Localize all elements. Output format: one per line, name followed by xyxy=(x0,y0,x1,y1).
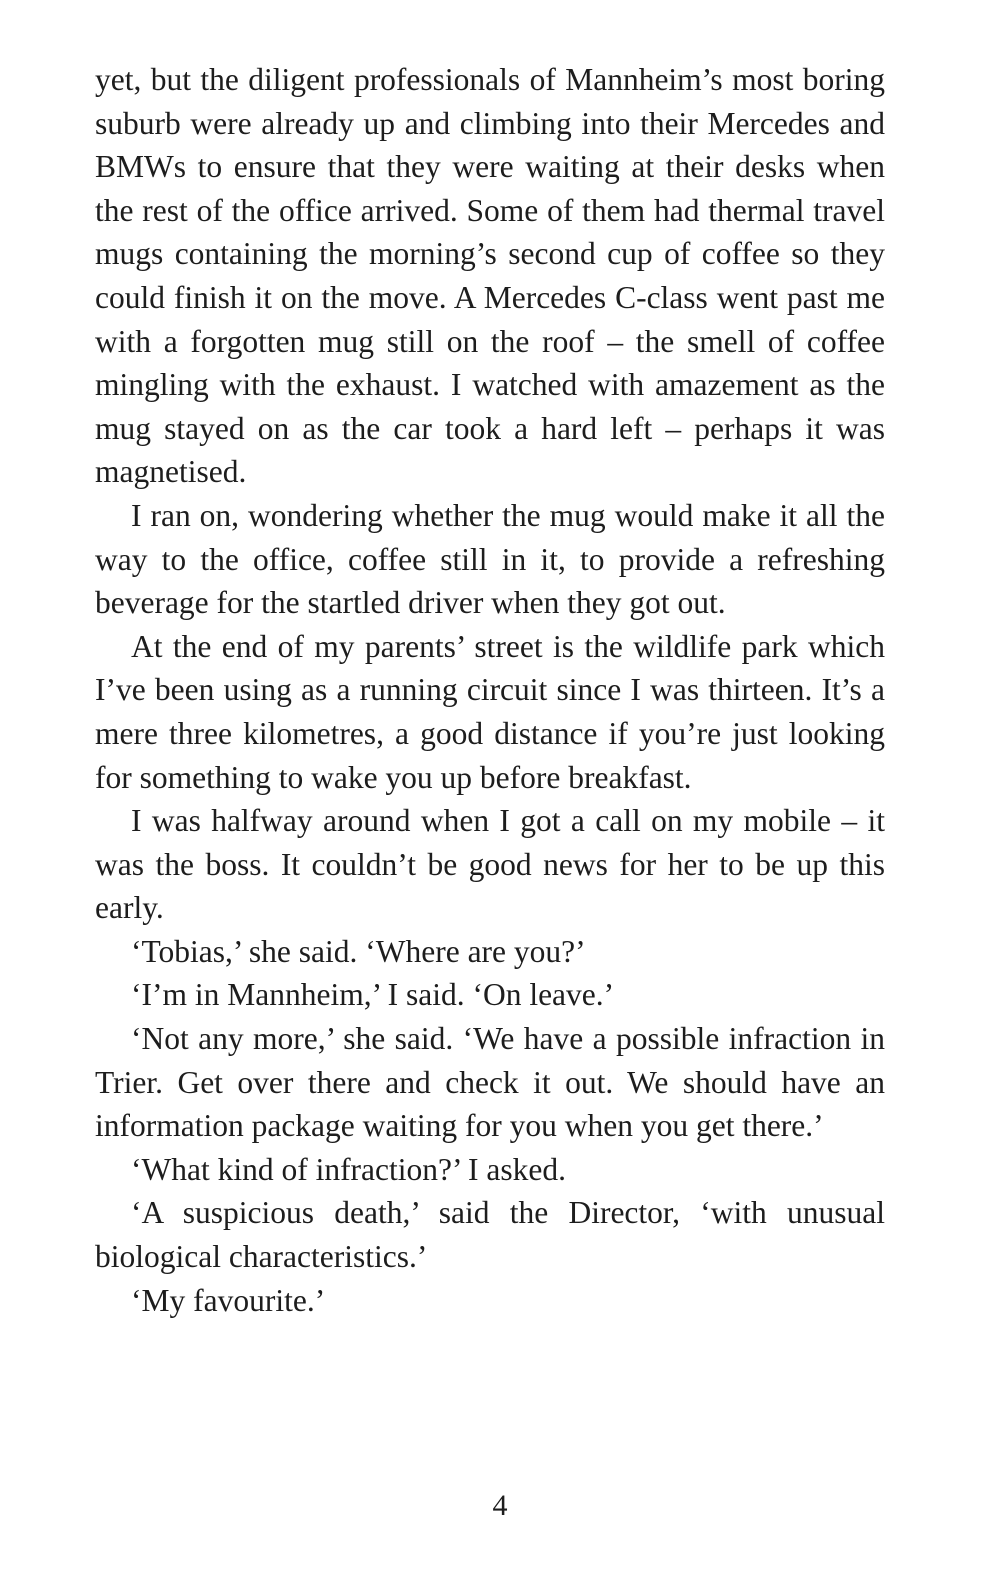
dialogue-line: ‘My favourite.’ xyxy=(131,1282,326,1318)
paragraph: At the end of my parents’ street is the wildlife park which I’ve been using as a running circuit since I was thirteen. It’s a mere three kilometres, a good distance if you’re just looking for something to wake you up before breakfast. xyxy=(95,628,885,795)
paragraph: yet, but the diligent professionals of Mannheim’s most boring suburb were already up and climbing into their Mercedes and BMWs to ensure that they were waiting at their desks when the rest of the office arrived. Some of them had thermal travel mugs containing the morning’s second cup of coffee so they could finish it on the move. A Mercedes C-class went past me with a forgotten mug still on the roof – the smell of coffee mingling with the exhaust. I watched with amazement as the mug stayed on as the car took a hard left – perhaps it was magnetised. xyxy=(95,62,885,490)
dialogue-line: ‘I’m in Mannheim,’ I said. ‘On leave.’ xyxy=(131,977,615,1013)
dialogue-line: ‘Tobias,’ she said. ‘Where are you?’ xyxy=(131,933,586,969)
paragraph: I ran on, wondering whether the mug would make it all the way to the office, coffee still in it, to provide a refreshing beverage for the startled driver when they got out. xyxy=(95,497,885,621)
dialogue-line: ‘What kind of infraction?’ I asked. xyxy=(131,1151,566,1187)
page-number: 4 xyxy=(492,1489,508,1522)
dialogue-line: ‘Not any more,’ she said. ‘We have a possible infraction in Trier. Get over there and check it out. We should have an information package waiting for you when you get there.’ xyxy=(95,1021,885,1144)
dialogue-line: ‘A suspicious death,’ said the Director, ‘with unusual biological characteristics.’ xyxy=(95,1195,885,1275)
page-body xyxy=(95,58,885,1322)
paragraph: I was halfway around when I got a call on my mobile – it was the boss. It couldn’t be good news for her to be up this early. xyxy=(95,803,885,926)
